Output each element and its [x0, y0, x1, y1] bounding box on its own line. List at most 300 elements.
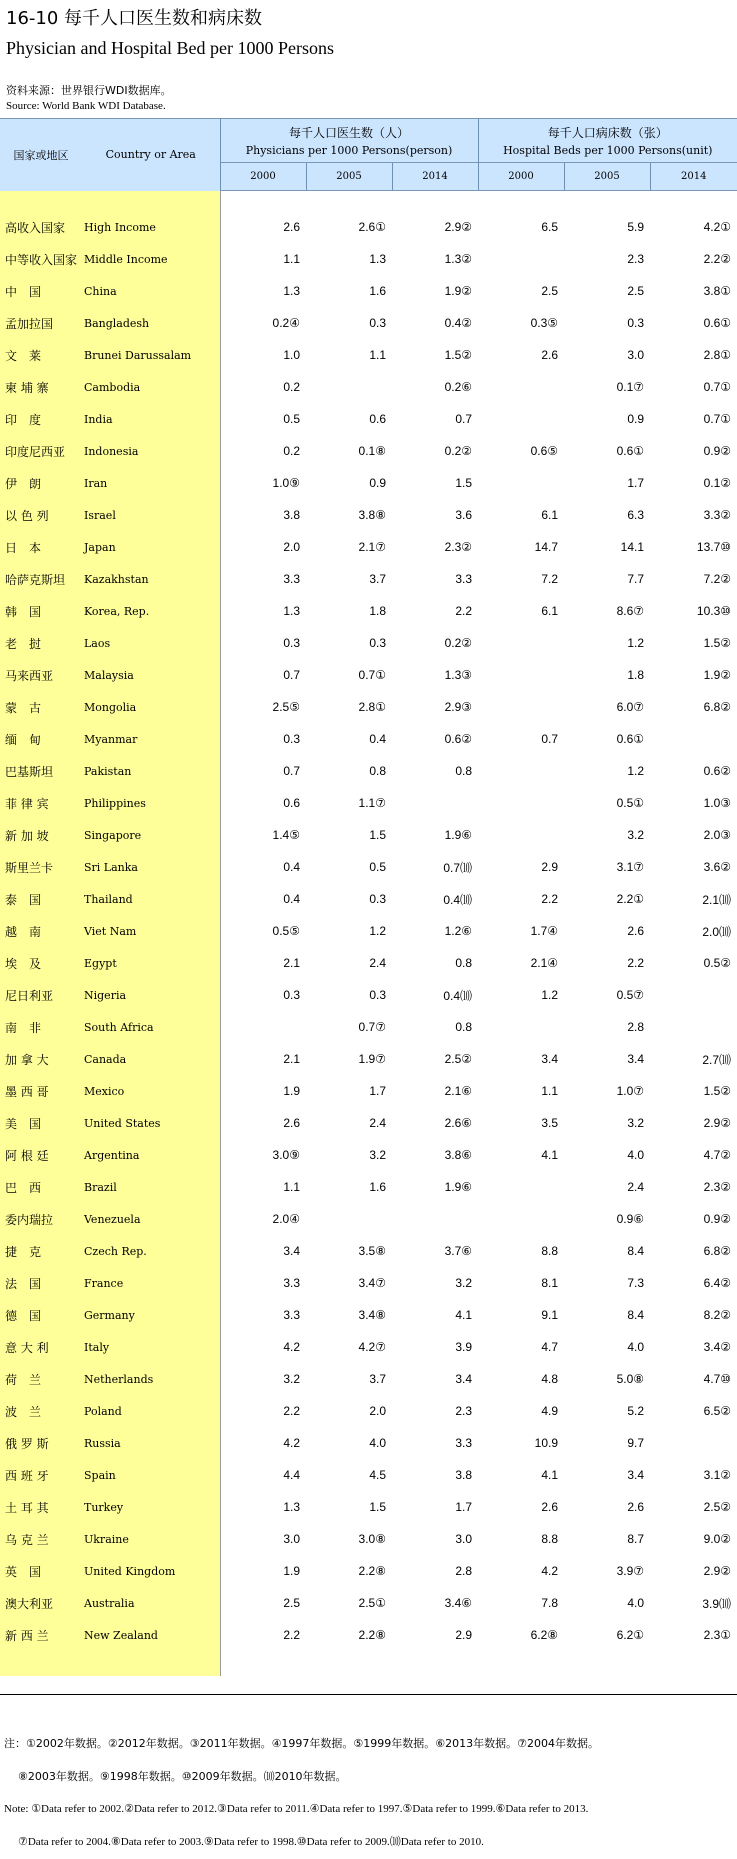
- country-name-en: Mexico: [82, 1075, 220, 1107]
- country-name-zh: 以 色 列: [0, 499, 82, 531]
- country-name-en: Thailand: [82, 883, 220, 915]
- beds-value: 4.7②: [703, 1148, 732, 1162]
- physicians-value: 3.0⑨: [272, 1148, 300, 1162]
- country-name-en: Argentina: [82, 1139, 220, 1171]
- physicians-value: 0.7: [283, 668, 300, 682]
- table-row: [0, 211, 737, 243]
- beds-value: 2.5: [627, 284, 645, 298]
- beds-value: [478, 1171, 564, 1203]
- physicians-value: 0.9: [369, 476, 386, 490]
- header-physicians-en: Physicians per 1000 Persons(person): [245, 144, 453, 157]
- beds-value: 1.2: [627, 764, 645, 778]
- beds-value: 1.0③: [703, 796, 732, 810]
- physicians-value: 2.1⑥: [444, 1084, 473, 1098]
- table-row: [0, 1267, 737, 1299]
- beds-value: 6.2①: [616, 1628, 645, 1642]
- note-zh-line1: 注：①2002年数据。②2012年数据。③2011年数据。④1997年数据。⑤1999年数据。⑥2013年数据。⑦2004年数据。: [4, 1737, 599, 1750]
- physicians-value: 3.2: [455, 1276, 473, 1290]
- country-name-zh: 意 大 利: [0, 1331, 82, 1363]
- country-name-zh: 泰 国: [0, 883, 82, 915]
- country-name-zh: 文 莱: [0, 339, 82, 371]
- physicians-value: 2.0: [369, 1404, 386, 1418]
- physicians-value: 2.3: [455, 1404, 473, 1418]
- physicians-value: 1.0: [283, 348, 300, 362]
- physicians-value: 0.3: [369, 892, 386, 906]
- beds-value: [650, 723, 737, 755]
- table-row: [0, 1587, 737, 1619]
- beds-value: 5.2: [627, 1404, 645, 1418]
- physicians-value: 4.2: [283, 1340, 300, 1354]
- country-name-zh: 老 挝: [0, 627, 82, 659]
- country-name-zh: 荷 兰: [0, 1363, 82, 1395]
- physicians-value: 0.3: [283, 732, 300, 746]
- country-name-zh: 韩 国: [0, 595, 82, 627]
- physicians-value: 1.3: [283, 604, 300, 618]
- physicians-value: 1.5: [369, 1500, 386, 1514]
- physicians-value: 0.4⑽: [443, 892, 473, 907]
- table-row: [0, 243, 737, 275]
- physicians-value: 2.5: [283, 1596, 300, 1610]
- country-name-en: India: [82, 403, 220, 435]
- physicians-value: 2.2: [283, 1404, 300, 1418]
- beds-value: 6.1: [541, 508, 559, 522]
- physicians-value: 1.7: [369, 1084, 386, 1098]
- physicians-value: 0.2⑥: [444, 380, 473, 394]
- beds-value: 3.1⑦: [616, 860, 645, 874]
- beds-value: 3.4: [627, 1468, 645, 1482]
- table-row: [0, 563, 737, 595]
- beds-value: [478, 403, 564, 435]
- physicians-value: 2.6: [283, 1116, 300, 1130]
- beds-value: 13.7⑩: [696, 540, 732, 554]
- beds-value: 7.8: [541, 1596, 559, 1610]
- country-name-en: High Income: [82, 211, 220, 243]
- table-row: [0, 1171, 737, 1203]
- country-name-en: Brunei Darussalam: [82, 339, 220, 371]
- physicians-value: 1.8: [369, 604, 386, 618]
- physicians-value: 1.5: [455, 476, 473, 490]
- beds-value: 2.2②: [703, 252, 732, 266]
- physicians-value: [306, 371, 392, 403]
- physicians-value: 2.0: [283, 540, 300, 554]
- beds-value: 2.6: [541, 348, 559, 362]
- beds-value: 8.8: [541, 1244, 559, 1258]
- beds-value: 8.4: [627, 1244, 645, 1258]
- beds-value: 6.0⑦: [616, 700, 645, 714]
- table-row: [0, 1491, 737, 1523]
- physicians-value: 0.2: [283, 444, 300, 458]
- country-name-zh: 尼日利亚: [0, 979, 82, 1011]
- physicians-value: 3.2: [369, 1148, 386, 1162]
- country-name-zh: 马来西亚: [0, 659, 82, 691]
- physicians-value: 3.4: [455, 1372, 473, 1386]
- beds-value: 0.9⑥: [616, 1212, 645, 1226]
- physicians-value: 3.5⑧: [358, 1244, 386, 1258]
- table-row: [0, 1043, 737, 1075]
- country-name-en: Poland: [82, 1395, 220, 1427]
- country-name-zh: 日 本: [0, 531, 82, 563]
- physicians-value: 0.2④: [272, 316, 300, 330]
- beds-value: 2.6: [541, 1500, 559, 1514]
- country-name-en: Czech Rep.: [82, 1235, 220, 1267]
- beds-value: 0.6①: [616, 732, 645, 746]
- beds-value: 2.6: [627, 924, 645, 938]
- country-name-zh: 德 国: [0, 1299, 82, 1331]
- beds-value: 3.3②: [703, 508, 732, 522]
- beds-value: 14.1: [620, 540, 645, 554]
- physicians-value: 2.2⑧: [358, 1628, 386, 1642]
- country-name-en: United Kingdom: [82, 1555, 220, 1587]
- country-name-zh: 印 度: [0, 403, 82, 435]
- beds-value: 0.6①: [703, 316, 732, 330]
- physicians-value: 1.3: [283, 284, 300, 298]
- beds-value: 3.4②: [703, 1340, 732, 1354]
- beds-value: 10.3⑩: [696, 604, 732, 618]
- country-name-zh: 澳大利亚: [0, 1587, 82, 1619]
- physicians-value: 3.8: [455, 1468, 473, 1482]
- country-name-en: United States: [82, 1107, 220, 1139]
- beds-value: 5.0⑧: [616, 1372, 645, 1386]
- physicians-value: 1.7: [455, 1500, 473, 1514]
- table-row: [0, 531, 737, 563]
- country-name-zh: 巴 西: [0, 1171, 82, 1203]
- country-name-zh: 斯里兰卡: [0, 851, 82, 883]
- physicians-value: 2.2⑧: [358, 1564, 386, 1578]
- beds-value: [478, 691, 564, 723]
- physicians-value: 3.4⑧: [358, 1308, 386, 1322]
- physicians-value: 1.9⑥: [444, 828, 473, 842]
- beds-value: 0.6⑤: [530, 444, 559, 458]
- header-country-en: Country or Area: [82, 119, 220, 191]
- table-row: [0, 851, 737, 883]
- country-name-zh: 墨 西 哥: [0, 1075, 82, 1107]
- country-name-en: Kazakhstan: [82, 563, 220, 595]
- country-name-zh: 蒙 古: [0, 691, 82, 723]
- country-name-zh: 高收入国家: [0, 211, 82, 243]
- country-name-en: Australia: [82, 1587, 220, 1619]
- physicians-value: 3.9: [455, 1340, 473, 1354]
- physicians-value: 2.5⑤: [272, 700, 300, 714]
- country-name-en: France: [82, 1267, 220, 1299]
- physicians-value: 4.2: [283, 1436, 300, 1450]
- beds-value: 2.0③: [703, 828, 732, 842]
- table-row: [0, 819, 737, 851]
- physicians-value: 0.2: [283, 380, 300, 394]
- physicians-value: 2.6①: [358, 220, 386, 234]
- table-row: [0, 435, 737, 467]
- footnotes: [4, 1727, 734, 1859]
- table-row: [0, 1203, 737, 1235]
- physicians-value: 0.6: [369, 412, 386, 426]
- header-year: 2005: [306, 163, 392, 191]
- physicians-value: 2.1: [283, 1052, 300, 1066]
- beds-value: [478, 371, 564, 403]
- physicians-value: 3.4⑦: [358, 1276, 386, 1290]
- country-name-en: Myanmar: [82, 723, 220, 755]
- beds-value: 7.3: [627, 1276, 645, 1290]
- country-name-en: Brazil: [82, 1171, 220, 1203]
- physicians-value: 3.6: [455, 508, 473, 522]
- country-name-en: Philippines: [82, 787, 220, 819]
- beds-value: 6.5②: [703, 1404, 732, 1418]
- beds-value: 0.9②: [703, 444, 732, 458]
- table-row: [0, 1235, 737, 1267]
- table-row: [0, 1555, 737, 1587]
- physicians-value: 3.3: [283, 1308, 300, 1322]
- country-name-zh: 美 国: [0, 1107, 82, 1139]
- beds-value: 1.5②: [703, 636, 732, 650]
- country-name-en: Cambodia: [82, 371, 220, 403]
- physicians-value: 2.5②: [444, 1052, 473, 1066]
- table-row: [0, 1523, 737, 1555]
- header-year: 2000: [220, 163, 306, 191]
- page-title-en: Physician and Hospital Bed per 1000 Persons: [6, 38, 334, 58]
- physicians-value: 0.4: [369, 732, 386, 746]
- beds-value: [650, 1011, 737, 1043]
- beds-value: 1.1: [541, 1084, 559, 1098]
- country-name-zh: 埃 及: [0, 947, 82, 979]
- beds-value: 0.7: [541, 732, 559, 746]
- beds-value: 2.9: [541, 860, 559, 874]
- country-name-en: Laos: [82, 627, 220, 659]
- header-beds: [478, 119, 737, 163]
- physicians-value: [306, 1203, 392, 1235]
- physicians-value: 3.8⑥: [444, 1148, 473, 1162]
- physicians-value: 2.6⑥: [444, 1116, 473, 1130]
- beds-value: 7.2②: [703, 572, 732, 586]
- table-row: [0, 1459, 737, 1491]
- physicians-value: 4.4: [283, 1468, 300, 1482]
- header-year: 2000: [478, 163, 564, 191]
- table-row: [0, 723, 737, 755]
- physicians-value: 0.8: [455, 956, 473, 970]
- physicians-value: 1.6: [369, 1180, 386, 1194]
- physicians-value: 1.2: [369, 924, 386, 938]
- beds-value: 2.2①: [616, 892, 645, 906]
- physicians-value: 2.8①: [358, 700, 386, 714]
- physicians-value: 3.7⑥: [444, 1244, 473, 1258]
- physicians-value: 0.7: [455, 412, 473, 426]
- beds-value: 4.9: [541, 1404, 559, 1418]
- beds-value: 0.1⑦: [616, 380, 645, 394]
- country-name-en: Middle Income: [82, 243, 220, 275]
- beds-value: 2.5: [541, 284, 559, 298]
- beds-value: [478, 787, 564, 819]
- beds-value: 0.7①: [703, 380, 732, 394]
- beds-value: 2.6: [627, 1500, 645, 1514]
- physicians-value: 0.1⑧: [358, 444, 386, 458]
- physicians-value: [392, 1203, 478, 1235]
- physicians-value: 0.3: [369, 636, 386, 650]
- country-name-zh: 中等收入国家: [0, 243, 82, 275]
- country-name-zh: 伊 朗: [0, 467, 82, 499]
- country-name-en: Indonesia: [82, 435, 220, 467]
- country-name-en: Malaysia: [82, 659, 220, 691]
- beds-value: [478, 755, 564, 787]
- country-name-en: Turkey: [82, 1491, 220, 1523]
- physicians-value: 2.0④: [272, 1212, 300, 1226]
- beds-value: 3.9⑽: [702, 1596, 732, 1611]
- table-row: [0, 755, 737, 787]
- country-name-en: Spain: [82, 1459, 220, 1491]
- physicians-value: 1.3: [283, 1500, 300, 1514]
- beds-value: 4.0: [627, 1340, 645, 1354]
- physicians-value: 3.7: [369, 572, 386, 586]
- physicians-value: 1.1: [369, 348, 386, 362]
- country-name-zh: 英 国: [0, 1555, 82, 1587]
- header-beds-zh: 每千人口病床数（张）: [547, 126, 668, 140]
- beds-value: 3.6②: [703, 860, 732, 874]
- physicians-value: 3.8⑧: [358, 508, 386, 522]
- beds-value: 1.7④: [530, 924, 559, 938]
- country-name-en: Viet Nam: [82, 915, 220, 947]
- physicians-value: 4.1: [455, 1308, 473, 1322]
- country-name-zh: 新 西 兰: [0, 1619, 82, 1651]
- beds-value: 0.3⑤: [530, 316, 559, 330]
- physicians-value: 2.5①: [358, 1596, 386, 1610]
- country-name-en: Venezuela: [82, 1203, 220, 1235]
- beds-value: 2.3: [627, 252, 645, 266]
- beds-value: 3.4: [541, 1052, 559, 1066]
- beds-value: 0.5①: [616, 796, 645, 810]
- physicians-value: 0.7⑽: [443, 860, 473, 875]
- physicians-value: 0.5: [283, 412, 300, 426]
- header-beds-en: Hospital Beds per 1000 Persons(unit): [503, 144, 713, 157]
- table-row: [0, 947, 737, 979]
- physicians-value: 2.4: [369, 956, 386, 970]
- physicians-value: 1.1: [283, 1180, 300, 1194]
- beds-value: [478, 819, 564, 851]
- physicians-value: 4.5: [369, 1468, 386, 1482]
- physicians-value: 2.9: [455, 1628, 473, 1642]
- country-name-zh: 捷 克: [0, 1235, 82, 1267]
- beds-value: [478, 467, 564, 499]
- physicians-value: 0.5⑤: [272, 924, 300, 938]
- physicians-value: 0.3: [369, 988, 386, 1002]
- country-name-en: Bangladesh: [82, 307, 220, 339]
- country-name-zh: 缅 甸: [0, 723, 82, 755]
- beds-value: [478, 1011, 564, 1043]
- physicians-value: 0.2②: [444, 444, 473, 458]
- table-row: [0, 915, 737, 947]
- table-row: [0, 979, 737, 1011]
- beds-value: 2.9②: [703, 1116, 732, 1130]
- beds-value: 6.8②: [703, 1244, 732, 1258]
- beds-value: 1.2: [627, 636, 645, 650]
- table-row: [0, 1107, 737, 1139]
- country-name-en: Italy: [82, 1331, 220, 1363]
- physicians-value: 1.2⑥: [444, 924, 473, 938]
- physicians-value: 1.1: [283, 252, 300, 266]
- page-title-zh: 16-10 每千人口医生数和病床数: [6, 8, 263, 29]
- physicians-value: 1.5: [369, 828, 386, 842]
- beds-value: 2.8①: [703, 348, 732, 362]
- beds-value: 3.4: [627, 1052, 645, 1066]
- physicians-value: 0.8: [455, 764, 473, 778]
- beds-value: 2.7⑽: [702, 1052, 732, 1067]
- source-note-zh: 资料来源：世界银行WDI数据库。: [6, 84, 172, 97]
- beds-value: 0.3: [627, 316, 645, 330]
- country-name-zh: 南 非: [0, 1011, 82, 1043]
- physicians-value: 3.3: [455, 572, 473, 586]
- beds-value: 7.2: [541, 572, 559, 586]
- beds-value: 8.1: [541, 1276, 559, 1290]
- beds-value: 2.9②: [703, 1564, 732, 1578]
- table-row: [0, 1363, 737, 1395]
- beds-value: 9.0②: [703, 1532, 732, 1546]
- country-name-en: Germany: [82, 1299, 220, 1331]
- physicians-value: 2.6: [283, 220, 300, 234]
- physicians-value: 0.6: [283, 796, 300, 810]
- table-row: [0, 1331, 737, 1363]
- table-row: [0, 627, 737, 659]
- table-row: [0, 1299, 737, 1331]
- note-en-line1: Note: ①Data refer to 2002.②Data refer to 2012.③Data refer to 2011.④Data refer to 1997.⑤Data refer to 1999.⑥Data refer to 2013.: [4, 1803, 589, 1815]
- beds-value: 4.8: [541, 1372, 559, 1386]
- physicians-value: 0.6②: [444, 732, 473, 746]
- country-name-en: South Africa: [82, 1011, 220, 1043]
- beds-value: 2.3①: [703, 1628, 732, 1642]
- beds-value: 8.2②: [703, 1308, 732, 1322]
- note-zh-line2: ⑧2003年数据。⑨1998年数据。⑩2009年数据。⑽2010年数据。: [18, 1770, 347, 1783]
- beds-value: 0.5⑦: [616, 988, 645, 1002]
- table-body: [0, 191, 737, 1677]
- beds-value: 4.0: [627, 1148, 645, 1162]
- physicians-value: 3.8: [283, 508, 300, 522]
- header-year: 2005: [564, 163, 650, 191]
- beds-value: 14.7: [534, 540, 559, 554]
- table-row: [0, 1619, 737, 1651]
- country-name-en: Iran: [82, 467, 220, 499]
- beds-value: 4.1: [541, 1148, 559, 1162]
- beds-value: 0.6②: [703, 764, 732, 778]
- country-name-zh: 土 耳 其: [0, 1491, 82, 1523]
- country-name-en: Israel: [82, 499, 220, 531]
- physicians-value: 0.4: [283, 860, 300, 874]
- country-name-en: China: [82, 275, 220, 307]
- table-bottom-rule: [0, 1694, 737, 1695]
- physicians-value: 1.9: [283, 1564, 300, 1578]
- beds-value: 3.1②: [703, 1468, 732, 1482]
- beds-value: 1.2: [541, 988, 559, 1002]
- country-name-zh: 柬 埔 寨: [0, 371, 82, 403]
- table-row: [0, 275, 737, 307]
- country-name-zh: 巴基斯坦: [0, 755, 82, 787]
- beds-value: 2.3②: [703, 1180, 732, 1194]
- beds-value: 2.1④: [530, 956, 559, 970]
- country-name-en: Russia: [82, 1427, 220, 1459]
- header-year: 2014: [650, 163, 737, 191]
- physicians-value: 2.1: [283, 956, 300, 970]
- beds-value: 0.9②: [703, 1212, 732, 1226]
- physicians-value: 2.1⑦: [358, 540, 386, 554]
- beds-value: 3.2: [627, 1116, 645, 1130]
- physicians-value: 0.8: [369, 764, 386, 778]
- beds-value: 4.0: [627, 1596, 645, 1610]
- beds-value: 3.5: [541, 1116, 559, 1130]
- physicians-value: 2.3②: [444, 540, 473, 554]
- physicians-value: 2.8: [455, 1564, 473, 1578]
- physicians-value: 4.2⑦: [358, 1340, 386, 1354]
- beds-value: 2.2: [541, 892, 559, 906]
- country-name-zh: 加 拿 大: [0, 1043, 82, 1075]
- beds-value: [650, 979, 737, 1011]
- physicians-value: 1.6: [369, 284, 386, 298]
- physicians-value: 0.5: [369, 860, 386, 874]
- header-physicians: [220, 119, 478, 163]
- table-row: [0, 339, 737, 371]
- source-note-en: Source: World Bank WDI Database.: [6, 100, 166, 112]
